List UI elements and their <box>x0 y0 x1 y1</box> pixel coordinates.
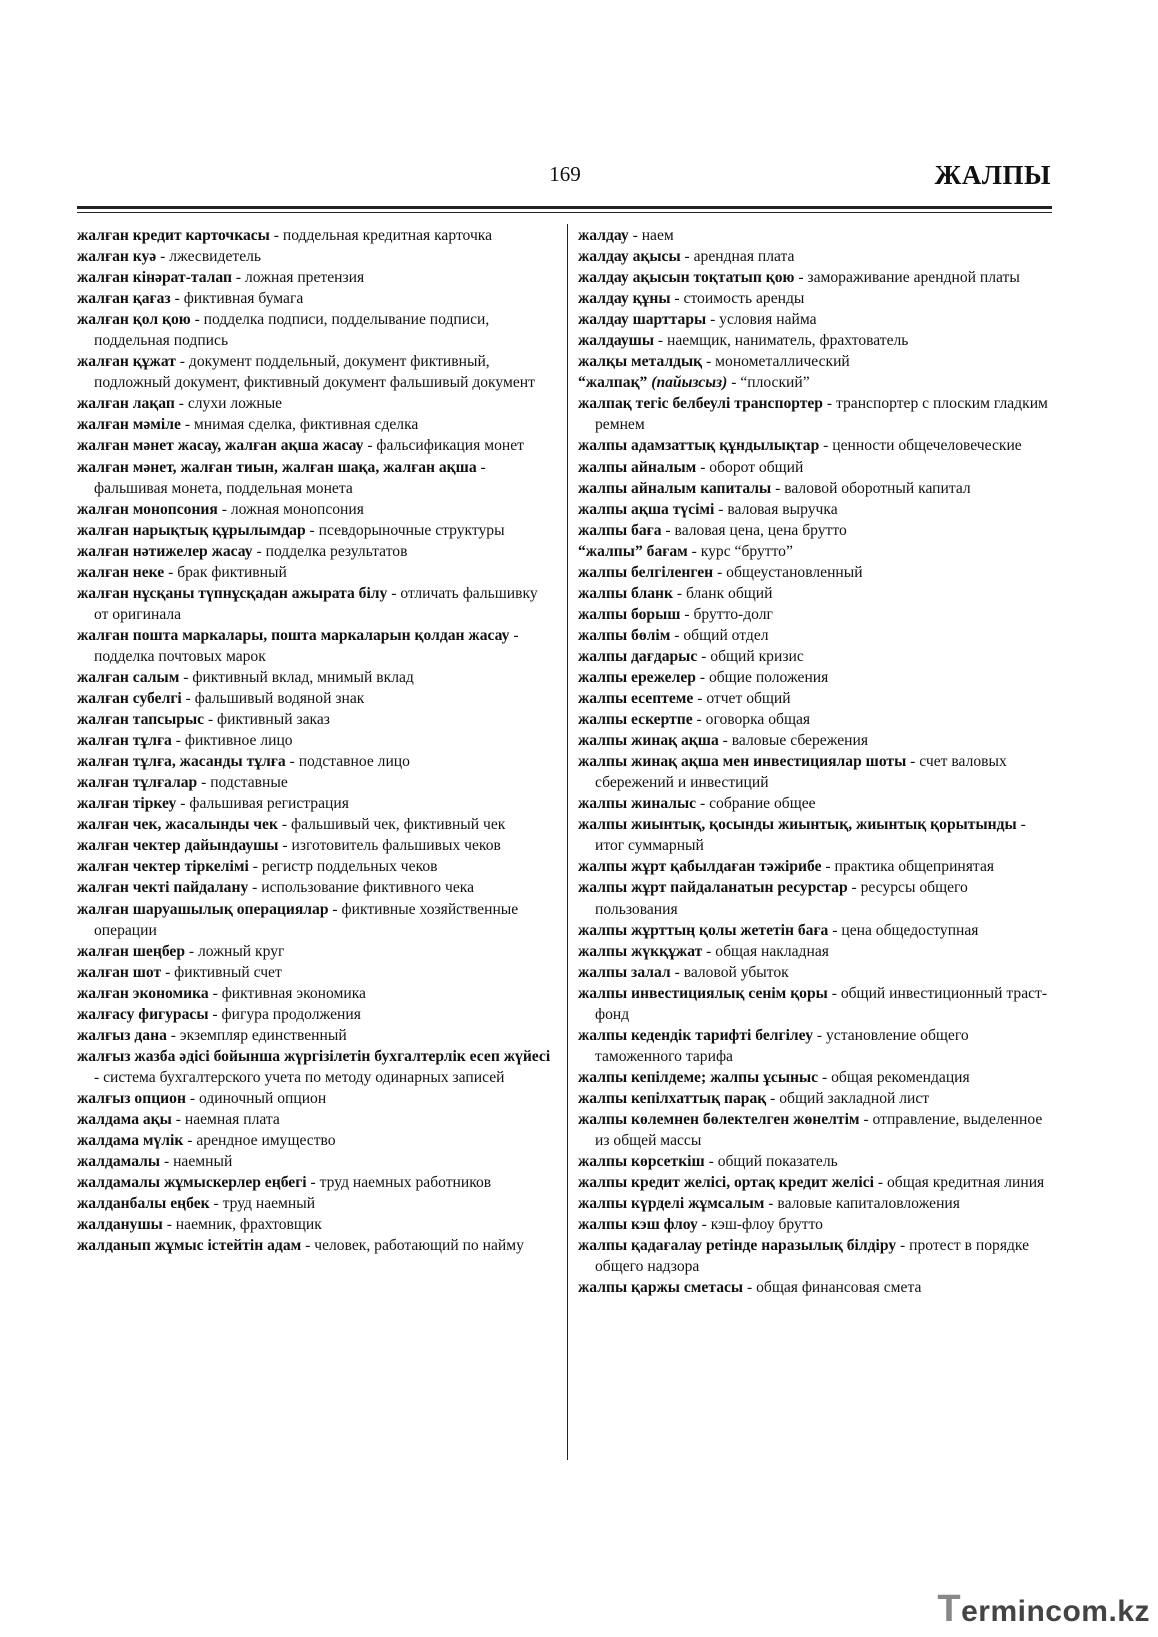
entry-definition: подделка подписи, подделывание подписи, поддельная подпись <box>94 311 490 350</box>
entry-definition: подделка результатов <box>265 542 408 560</box>
entry-term: жалған чектер дайындаушы <box>77 837 279 855</box>
dictionary-entry: жалпы дағдарыс - общий кризис <box>578 647 804 665</box>
entry-term: жалпы инвестициялық сенім қоры <box>578 984 828 1002</box>
entry-term: жалданып жұмыс істейтін адам <box>77 1237 302 1255</box>
left-column <box>77 225 555 1256</box>
dictionary-entry: жалпы жұрттың қолы жететін баға - цена общедоступная <box>578 921 979 939</box>
entry-definition: лжесвидетель <box>169 248 262 266</box>
entry-term: жалған нұсқаны түпнұсқадан ажырата білу <box>77 584 388 602</box>
entry-term: жалпы кэш флоу <box>578 1216 698 1234</box>
entry-definition: условия найма <box>719 311 817 329</box>
dictionary-entry: жалқы металдық - монометаллический <box>578 353 850 371</box>
entry-term: жалпы баға <box>578 521 662 539</box>
entry-term: жалғыз опцион <box>77 1089 186 1107</box>
entry-term: жалған тұлға <box>77 732 172 750</box>
entry-term: жалдама ақы <box>77 1110 172 1128</box>
entry-definition: бланк общий <box>685 584 773 602</box>
entry-definition: труд наемных работников <box>319 1174 492 1192</box>
entry-term: жалпы жұрт пайдаланатын ресурстар <box>578 879 848 897</box>
entry-term: жалпы жинақ ақша <box>578 732 719 750</box>
entry-term: жалдамалы <box>77 1153 161 1171</box>
entry-definition: использование фиктивного чека <box>261 879 475 897</box>
dictionary-entry: жалған пошта маркалары, пошта маркаларын қолдан жасау - подделка почтовых марок <box>77 626 519 665</box>
entry-term: жалдау құны <box>578 290 671 308</box>
entry-definition: ценности общечеловеческие <box>832 437 1022 455</box>
dictionary-entry: жалған чектер тіркелімі - регистр поддельных чеков <box>77 858 438 876</box>
entry-definition: общий инвестиционный траст-фонд <box>595 984 1048 1023</box>
entry-term: жалпы бөлім <box>578 626 671 644</box>
entry-definition: общеустановленный <box>726 563 863 581</box>
dictionary-entry: жалпы айналым - оборот общий <box>578 458 804 476</box>
right-column <box>578 225 1054 1298</box>
entry-definition: валовой убыток <box>683 963 789 981</box>
entry-term: жалпы айналым капиталы <box>578 479 772 497</box>
entry-term: жалпы қадағалау ретінде наразылық білдіру <box>578 1237 897 1255</box>
entry-term: жалпы жүкқұжат <box>578 942 703 960</box>
entry-term: жалған монопсония <box>77 500 218 518</box>
entry-term: жалған чек, жасалынды чек <box>77 816 278 834</box>
entry-term: жалғыз жазба әдісі бойынша жүргізілетін бухгалтерлік есеп жүйесі <box>77 1047 551 1065</box>
entry-definition: экземпляр единственный <box>179 1026 347 1044</box>
entry-definition: фальсификация монет <box>376 437 524 455</box>
entry-term: жалған шеңбер <box>77 942 186 960</box>
dictionary-entry: жалпы борыш - брутто-долг <box>578 605 773 623</box>
entry-definition: фигура продолжения <box>221 1005 361 1023</box>
entry-term: жалпы борыш <box>578 605 681 623</box>
page-number: 169 <box>549 162 581 186</box>
column-divider <box>567 224 568 1460</box>
entry-definition: замораживание арендной платы <box>807 269 1020 287</box>
entry-definition: арендная плата <box>693 248 795 266</box>
entry-term: жалпы жинақ ақша мен инвестициялар шоты <box>578 753 907 771</box>
dictionary-entry: жалған мәнет, жалған тиын, жалған шақа, жалған ақша - фальшивая монета, поддельная монета <box>77 458 486 497</box>
entry-definition: практика общепринятая <box>834 858 995 876</box>
entry-term: жалпы кедендік тарифті белгілеу <box>578 1026 813 1044</box>
entry-term: жалған куә <box>77 248 157 266</box>
entry-term: жалған тұлғалар <box>77 774 198 792</box>
entry-definition: монометаллический <box>715 353 850 371</box>
dictionary-entry: жалпы кепілхаттық парақ - общий закладной лист <box>578 1089 930 1107</box>
entry-term: жалданбалы еңбек <box>77 1195 210 1213</box>
dictionary-entry: жалдамалы жұмыскерлер еңбегі - труд наемных работников <box>77 1174 492 1192</box>
entry-term: жалпы көрсеткіш <box>578 1153 705 1171</box>
entry-definition: ресурсы общего пользования <box>595 879 968 918</box>
dictionary-entry: “жалпақ” (пайызсыз) - “плоский” <box>578 374 810 392</box>
entry-definition: валовая цена, цена брутто <box>674 521 847 539</box>
dictionary-entry: жалпы қаржы сметасы - общая финансовая смета <box>578 1279 922 1297</box>
entry-term: жалдау ақысы <box>578 248 681 266</box>
entry-definition: общая кредитная линия <box>886 1174 1045 1192</box>
dictionary-entry: жалғасу фигурасы - фигура продолжения <box>77 1005 361 1023</box>
entry-definition: установление общего таможенного тарифа <box>595 1026 969 1065</box>
entry-term: жалпы айналым <box>578 458 697 476</box>
entry-term: жалған тұлға, жасанды тұлға <box>77 753 286 771</box>
entry-term: жалған пошта маркалары, пошта маркаларын қолдан жасау <box>77 626 510 644</box>
entry-definition: итог суммарный <box>595 837 704 855</box>
dictionary-entry: жалпы белгіленген - общеустановленный <box>578 563 863 581</box>
entry-definition: наем <box>641 227 674 244</box>
dictionary-entry: жалған қол қою - подделка подписи, подделывание подписи, поддельная подпись <box>77 311 490 350</box>
dictionary-entry: жалдама мүлік - арендное имущество <box>77 1132 336 1150</box>
dictionary-entry: жалдау - наем <box>578 227 674 244</box>
entry-term: “жалпақ” <box>578 374 648 392</box>
entry-definition: отчет общий <box>706 690 791 708</box>
entry-definition: изготовитель фальшивых чеков <box>291 837 501 855</box>
dictionary-entry: жалған нұсқаны түпнұсқадан ажырата білу - отличать фальшивку от оригинала <box>77 584 538 623</box>
entry-definition: брутто-долг <box>693 605 773 623</box>
dictionary-entry: “жалпы” бағам - курс “брутто” <box>578 542 793 560</box>
entry-term: жалдамалы жұмыскерлер еңбегі <box>77 1174 307 1192</box>
entry-definition: псевдорыночные структуры <box>318 521 505 539</box>
entry-definition: наемная плата <box>184 1110 280 1128</box>
entry-definition: поддельная кредитная карточка <box>282 227 493 244</box>
entry-term: жалған мәміле <box>77 416 181 434</box>
entry-definition: “плоский” <box>740 374 810 392</box>
dictionary-entry: жалпы бөлім - общий отдел <box>578 626 769 644</box>
dictionary-entry: жалған тұлға, жасанды тұлға - подставное лицо <box>77 753 410 771</box>
entry-term: жалған неке <box>77 563 165 581</box>
entry-term: жалпы күрделі жұмсалым <box>578 1195 765 1213</box>
entry-term: жалпы ақша түсімі <box>578 500 715 518</box>
dictionary-entry: жалған нәтижелер жасау - подделка результатов <box>77 542 408 560</box>
entry-term: жалған шот <box>77 963 162 981</box>
entry-definition: фиктивная бумага <box>183 290 304 308</box>
dictionary-entry: жалпы баға - валовая цена, цена брутто <box>578 521 847 539</box>
dictionary-entry: жалған тапсырыс - фиктивный заказ <box>77 711 330 729</box>
dictionary-entry: жалдау шарттары - условия найма <box>578 311 817 329</box>
entry-definition: фиктивное лицо <box>184 732 293 750</box>
entry-definition: общая рекомендация <box>831 1068 970 1086</box>
dictionary-entry: жалпы көлемнен бөлектелген жөнелтім - отправление, выделенное из общей массы <box>578 1110 1043 1150</box>
entry-definition: общий показатель <box>717 1153 838 1171</box>
entry-definition: брак фиктивный <box>177 563 287 581</box>
entry-definition: арендное имущество <box>196 1132 336 1150</box>
entry-term: жалпақ тегіс белбеулі транспортер <box>578 395 823 413</box>
dictionary-entry: жалданып жұмыс істейтін адам - человек, работающий по найму <box>77 1237 524 1255</box>
entry-term: жалған қағаз <box>77 290 171 308</box>
dictionary-entry: жалған мәміле - мнимая сделка, фиктивная сделка <box>77 416 419 434</box>
dictionary-entry: жалдаушы - наемщик, наниматель, фрахтователь <box>578 332 909 350</box>
dictionary-entry: жалпы ережелер - общие положения <box>578 668 829 686</box>
entry-definition: фальшивый водяной знак <box>194 690 365 708</box>
entry-term: жалпы дағдарыс <box>578 647 698 665</box>
dictionary-entry: жалпы жұрт пайдаланатын ресурстар - ресурсы общего пользования <box>578 879 968 918</box>
entry-definition: общий отдел <box>683 626 769 644</box>
entry-definition: система бухгалтерского учета по методу одинарных записей <box>103 1068 505 1086</box>
dictionary-entry: жалданбалы еңбек - труд наемный <box>77 1195 316 1213</box>
entry-definition: фальшивая регистрация <box>189 795 349 813</box>
dictionary-entry: жалпы есептеме - отчет общий <box>578 690 791 708</box>
entry-term: жалпы кредит желісі, ортақ кредит желісі <box>578 1174 874 1192</box>
entry-term: жалпы жұрт қабылдаған тәжірибе <box>578 858 822 876</box>
entry-term: жалдаушы <box>578 332 655 350</box>
entry-definition: документ поддельный, документ фиктивный, подложный документ, фиктивный документ фальшивый документ <box>94 353 535 392</box>
entry-definition: подделка почтовых марок <box>94 647 266 665</box>
entry-term: жалған субелгі <box>77 690 182 708</box>
entry-definition: общий закладной лист <box>779 1089 930 1107</box>
header-rule <box>77 206 1052 209</box>
entry-definition: слухи ложные <box>187 395 283 413</box>
dictionary-entry: жалпы ескертпе - оговорка общая <box>578 711 811 729</box>
dictionary-entry: жалпы кедендік тарифті белгілеу - установление общего таможенного тарифа <box>578 1026 969 1065</box>
entry-term: жалпы бланк <box>578 584 673 602</box>
dictionary-entry: жалданушы - наемник, фрахтовщик <box>77 1216 322 1234</box>
entry-term: жалпы залал <box>578 963 671 981</box>
entry-term: жалданушы <box>77 1216 163 1234</box>
entry-term: жалдама мүлік <box>77 1132 184 1150</box>
dictionary-entry: жалған монопсония - ложная монопсония <box>77 500 364 518</box>
dictionary-entry: жалған тұлға - фиктивное лицо <box>77 732 293 750</box>
entry-note: (пайызсыз) <box>651 374 728 392</box>
entry-term: жалған нарықтық құрылымдар <box>77 521 306 539</box>
entry-definition: протест в порядке общего надзора <box>595 1237 1030 1276</box>
dictionary-entry: жалған неке - брак фиктивный <box>77 563 287 581</box>
entry-term: жалғыз дана <box>77 1026 167 1044</box>
entry-term: жалған нәтижелер жасау <box>77 542 253 560</box>
site-logo[interactable]: Termincom.kz <box>937 1588 1150 1630</box>
entry-term: “жалпы” бағам <box>578 542 688 560</box>
entry-definition: фальшивый чек, фиктивный чек <box>290 816 506 834</box>
entry-definition: валовой оборотный капитал <box>784 479 971 497</box>
dictionary-entry: жалпы кредит желісі, ортақ кредит желісі - общая кредитная линия <box>578 1174 1045 1192</box>
dictionary-entry: жалпы бланк - бланк общий <box>578 584 773 602</box>
entry-term: жалған кінәрат-талап <box>77 269 233 287</box>
entry-definition: фиктивный вклад, мнимый вклад <box>192 668 414 686</box>
entry-definition: кэш-флоу брутто <box>710 1216 823 1234</box>
entry-term: жалған чекті пайдалану <box>77 879 249 897</box>
dictionary-entry: жалдау ақысын тоқтатып қою - замораживание арендной платы <box>578 269 1020 287</box>
dictionary-entry: жалпы айналым капиталы - валовой оборотный капитал <box>578 479 971 497</box>
entry-term: жалпы ескертпе <box>578 711 693 729</box>
entry-definition: оборот общий <box>709 458 804 476</box>
dictionary-entry: жалпы инвестициялық сенім қоры - общий инвестиционный траст-фонд <box>578 984 1048 1023</box>
entry-definition: фиктивный счет <box>174 963 282 981</box>
dictionary-entry: жалғыз жазба әдісі бойынша жүргізілетін бухгалтерлік есеп жүйесі - система бухгалтерского учета по методу одинарных записей <box>77 1047 551 1086</box>
entry-definition: подставные <box>210 774 288 792</box>
entry-term: жалпы белгіленген <box>578 563 714 581</box>
entry-term: жалған чектер тіркелімі <box>77 858 249 876</box>
dictionary-entry: жалпы көрсеткіш - общий показатель <box>578 1153 838 1171</box>
entry-definition: фальшивая монета, поддельная монета <box>94 479 353 497</box>
dictionary-entry: жалпақ тегіс белбеулі транспортер - транспортер с плоским гладким ремнем <box>578 395 1048 434</box>
entry-term: жалдау ақысын тоқтатып қою <box>578 269 795 287</box>
dictionary-entry: жалған мәнет жасау, жалған ақша жасау - фальсификация монет <box>77 437 524 455</box>
entry-definition: оговорка общая <box>705 711 811 729</box>
entry-term: жалған құжат <box>77 353 176 371</box>
dictionary-entry: жалған тұлғалар - подставные <box>77 774 288 792</box>
entry-definition: валовые капиталовложения <box>777 1195 960 1213</box>
dictionary-entry: жалған қағаз - фиктивная бумага <box>77 290 304 308</box>
dictionary-entry: жалған шеңбер - ложный круг <box>77 942 285 960</box>
dictionary-entry: жалған шот - фиктивный счет <box>77 963 282 981</box>
entry-definition: цена общедоступная <box>841 921 979 939</box>
entry-definition: ложный круг <box>198 942 285 960</box>
entry-term: жалқы металдық <box>578 353 703 371</box>
entry-definition: валовая выручка <box>727 500 838 518</box>
dictionary-entry: жалпы жиналыс - собрание общее <box>578 795 816 813</box>
dictionary-entry: жалпы кэш флоу - кэш-флоу брутто <box>578 1216 823 1234</box>
dictionary-entry: жалдау құны - стоимость аренды <box>578 290 805 308</box>
dictionary-entry: жалдама ақы - наемная плата <box>77 1110 280 1128</box>
entry-term: жалпы ережелер <box>578 668 696 686</box>
dictionary-entry: жалпы жиынтық, қосынды жиынтық, жиынтық қорытынды - итог суммарный <box>578 816 1026 855</box>
dictionary-entry: жалған кінәрат-талап - ложная претензия <box>77 269 365 287</box>
dictionary-entry: жалдау ақысы - арендная плата <box>578 248 795 266</box>
entry-term: жалғасу фигурасы <box>77 1005 209 1023</box>
entry-definition: счет валовых сбережений и инвестиций <box>595 753 1007 792</box>
entry-definition: фиктивные хозяйственные операции <box>94 900 519 939</box>
entry-term: жалпы есептеме <box>578 690 694 708</box>
dictionary-entry: жалпы қадағалау ретінде наразылық білдіру - протест в порядке общего надзора <box>578 1237 1030 1276</box>
entry-definition: общие положения <box>708 668 829 686</box>
entry-term: жалған шаруашылық операциялар <box>77 900 329 918</box>
entry-term: жалған лақап <box>77 395 175 413</box>
dictionary-entry: жалпы ақша түсімі - валовая выручка <box>578 500 838 518</box>
dictionary-entry: жалпы жинақ ақша - валовые сбережения <box>578 732 869 750</box>
entry-term: жалпы көлемнен бөлектелген жөнелтім <box>578 1110 860 1128</box>
entry-definition: регистр поддельных чеков <box>261 858 438 876</box>
entry-definition: собрание общее <box>709 795 816 813</box>
entry-definition: общий кризис <box>710 647 804 665</box>
entry-term: жалған мәнет жасау, жалған ақша жасау <box>77 437 364 455</box>
dictionary-entry: жалған чек, жасалынды чек - фальшивый чек, фиктивный чек <box>77 816 506 834</box>
entry-definition: труд наемный <box>222 1195 316 1213</box>
dictionary-entry: жалғыз дана - экземпляр единственный <box>77 1026 347 1044</box>
entry-term: жалпы жұрттың қолы жететін баға <box>578 921 829 939</box>
entry-definition: валовые сбережения <box>731 732 869 750</box>
dictionary-entry: жалған тіркеу - фальшивая регистрация <box>77 795 349 813</box>
entry-definition: наемщик, наниматель, фрахтователь <box>667 332 909 350</box>
dictionary-entry: жалған куә - лжесвидетель <box>77 248 262 266</box>
entry-definition: фиктивная экономика <box>221 984 366 1002</box>
entry-term: жалдау шарттары <box>578 311 707 329</box>
dictionary-entry: жалған шаруашылық операциялар - фиктивные хозяйственные операции <box>77 900 519 939</box>
dictionary-entry: жалған чектер дайындаушы - изготовитель фальшивых чеков <box>77 837 501 855</box>
dictionary-entry: жалғыз опцион - одиночный опцион <box>77 1089 327 1107</box>
entry-definition: отличать фальшивку от оригинала <box>94 584 538 623</box>
dictionary-entry: жалпы кепілдеме; жалпы ұсыныс - общая рекомендация <box>578 1068 970 1086</box>
entry-term: жалған экономика <box>77 984 209 1002</box>
dictionary-entry: жалған нарықтық құрылымдар - псевдорыночные структуры <box>77 521 505 539</box>
dictionary-entry: жалпы күрделі жұмсалым - валовые капиталовложения <box>578 1195 960 1213</box>
entry-definition: общая накладная <box>715 942 829 960</box>
entry-definition: одиночный опцион <box>198 1089 327 1107</box>
dictionary-entry: жалған экономика - фиктивная экономика <box>77 984 366 1002</box>
entry-definition: стоимость аренды <box>683 290 805 308</box>
dictionary-entry: жалған кредит карточкасы - поддельная кредитная карточка <box>77 227 493 244</box>
dictionary-entry: жалдамалы - наемный <box>77 1153 233 1171</box>
entry-definition: человек, работающий по найму <box>314 1237 524 1255</box>
entry-definition: ложная монопсония <box>230 500 364 518</box>
entry-term: жалпы адамзаттық құндылықтар <box>578 437 820 455</box>
entry-term: жалған салым <box>77 668 180 686</box>
entry-definition: мнимая сделка, фиктивная сделка <box>193 416 419 434</box>
entry-definition: подставное лицо <box>298 753 410 771</box>
dictionary-entry: жалпы жүкқұжат - общая накладная <box>578 942 829 960</box>
entry-term: жалпы жиынтық, қосынды жиынтық, жиынтық қорытынды <box>578 816 1017 834</box>
dictionary-entry: жалған құжат - документ поддельный, документ фиктивный, подложный документ, фиктивный документ фальшивый документ <box>77 353 535 392</box>
entry-definition: наемный <box>173 1153 233 1171</box>
entry-definition: курс “брутто” <box>700 542 793 560</box>
dictionary-entry: жалпы залал - валовой убыток <box>578 963 789 981</box>
entry-term: жалған қол қою <box>77 311 191 329</box>
entry-definition: отправление, выделенное из общей массы <box>595 1110 1043 1150</box>
entry-definition: ложная претензия <box>245 269 365 287</box>
entry-definition: транспортер с плоским гладким ремнем <box>595 395 1048 434</box>
dictionary-entry: жалған чекті пайдалану - использование фиктивного чека <box>77 879 475 897</box>
dictionary-entry: жалған салым - фиктивный вклад, мнимый вклад <box>77 668 414 686</box>
dictionary-entry: жалпы адамзаттық құндылықтар - ценности общечеловеческие <box>578 437 1022 455</box>
entry-term: жалған тапсырыс <box>77 711 205 729</box>
running-head: ЖАЛПЫ <box>934 160 1051 190</box>
entry-definition: общая финансовая смета <box>756 1279 922 1297</box>
dictionary-entry: жалған лақап - слухи ложные <box>77 395 283 413</box>
entry-term: жалпы қаржы сметасы <box>578 1279 744 1297</box>
dictionary-entry: жалпы жинақ ақша мен инвестициялар шоты - счет валовых сбережений и инвестиций <box>578 753 1007 792</box>
entry-term: жалған мәнет, жалған тиын, жалған шақа, жалған ақша <box>77 458 477 476</box>
dictionary-entry: жалпы жұрт қабылдаған тәжірибе - практика общепринятая <box>578 858 995 876</box>
entry-term: жалдау <box>578 227 629 244</box>
entry-term: жалған кредит карточкасы <box>77 227 270 244</box>
entry-term: жалпы жиналыс <box>578 795 697 813</box>
entry-definition: наемник, фрахтовщик <box>175 1216 322 1234</box>
entry-term: жалпы кепілхаттық парақ <box>578 1089 767 1107</box>
entry-definition: фиктивный заказ <box>217 711 330 729</box>
entry-term: жалпы кепілдеме; жалпы ұсыныс <box>578 1068 819 1086</box>
header-rule-thin <box>77 212 1052 213</box>
dictionary-entry: жалған субелгі - фальшивый водяной знак <box>77 690 365 708</box>
entry-term: жалған тіркеу <box>77 795 177 813</box>
